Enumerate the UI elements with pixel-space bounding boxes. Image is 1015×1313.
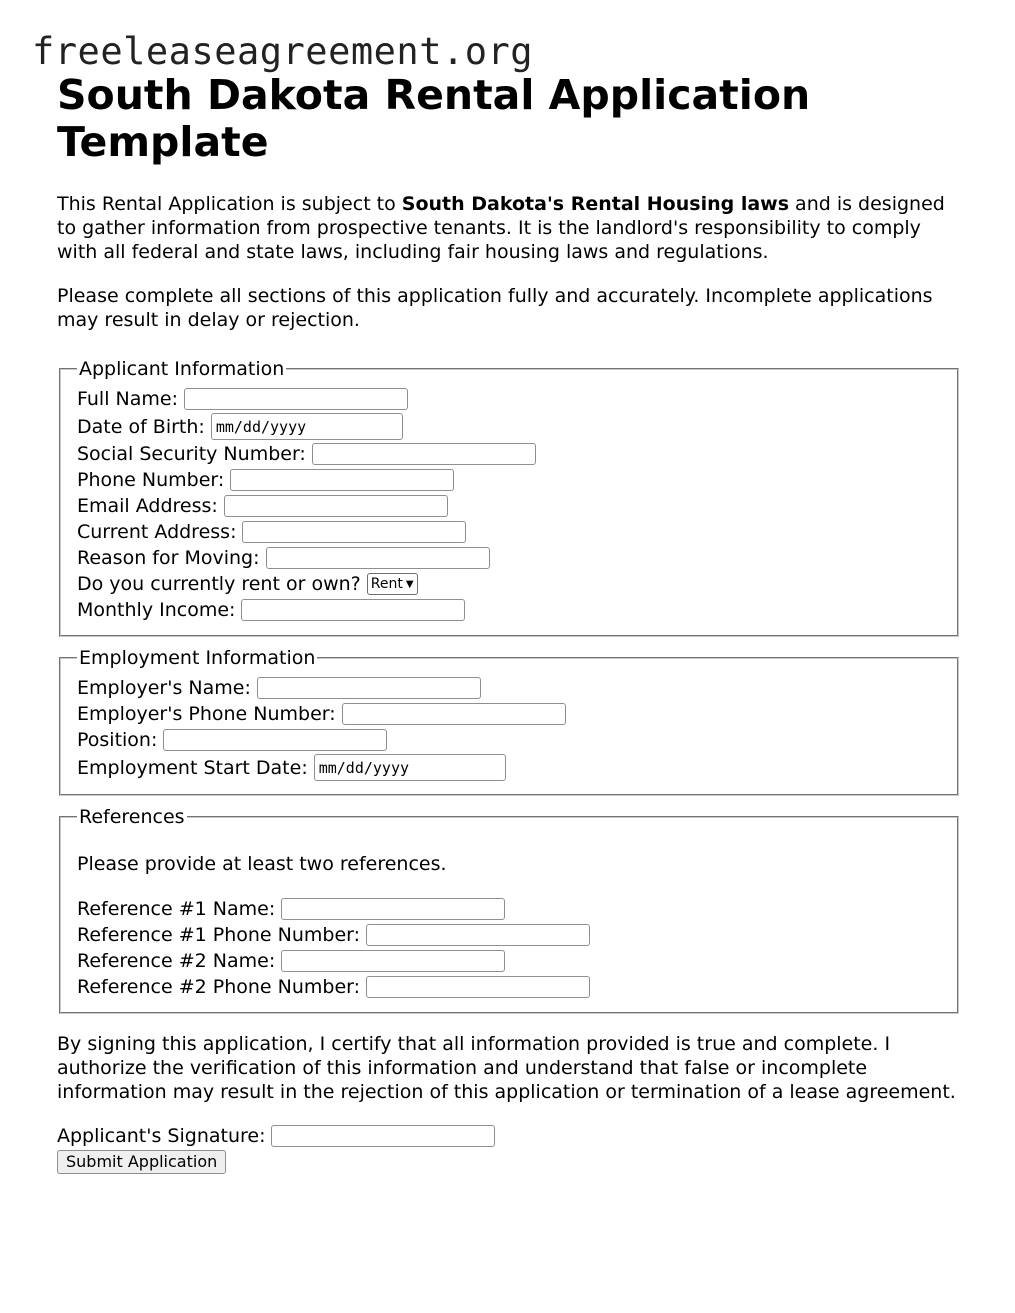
phone-row [77,467,941,493]
employment-information-section [59,647,959,796]
intro-text-end: and is designed to gather information from prospective tenants. It is the landlord's responsibility to comply with all federal and state laws, including fair housing laws and regulations. [57,193,945,263]
ref1-phone-input[interactable] [366,924,590,946]
reason-label: Reason for Moving: [77,547,260,569]
employer-phone-input[interactable] [342,703,566,725]
ref1-phone-row [77,922,941,948]
laws-reference: South Dakota's Rental Housing laws [401,193,790,215]
employer-phone-label: Employer's Phone Number: [77,703,336,725]
applicant-information-legend: Applicant Information [79,358,285,380]
intro-text-start: This Rental Application is subject to [57,193,402,215]
reason-input[interactable] [266,547,490,569]
ref2-phone-input[interactable] [366,976,590,998]
rent-own-select[interactable] [367,573,418,595]
income-label: Monthly Income: [77,599,236,621]
employer-name-row [77,675,941,701]
ssn-label: Social Security Number: [77,443,306,465]
income-input[interactable] [241,599,465,621]
email-row [77,493,941,519]
chevron-down-icon: ▼ [405,578,414,590]
ref2-name-row [77,948,941,974]
rent-own-label: Do you currently rent or own? [77,573,361,595]
references-section [59,806,959,1014]
ref1-name-label: Reference #1 Name: [77,898,276,920]
ssn-input[interactable] [312,443,536,465]
ref2-phone-label: Reference #2 Phone Number: [77,976,361,998]
rent-own-row [77,571,941,597]
intro-paragraph [57,192,962,264]
employer-name-input[interactable] [257,677,481,699]
full-name-input[interactable] [184,388,408,410]
email-label: Email Address: [77,495,218,517]
ref1-name-input[interactable] [281,898,505,920]
start-date-row [77,753,941,782]
ssn-row [77,441,941,467]
current-address-label: Current Address: [77,521,237,543]
position-label: Position: [77,729,158,751]
certification-paragraph: By signing this application, I certify that all information provided is true and complete. I authorize the verification of this information and understand that false or incomplete information may result in the rejection of this application or termination of a lease agreement. [57,1033,956,1103]
ref2-phone-row [77,974,941,1000]
signature-input[interactable] [271,1125,495,1147]
employment-information-legend: Employment Information [79,647,316,669]
reason-row [77,545,941,571]
current-address-row [77,519,941,545]
phone-input[interactable] [230,469,454,491]
references-note: Please provide at least two references. [77,853,447,875]
references-legend: References [79,806,185,828]
start-date-input[interactable]: mm/dd/yyyy [314,754,506,781]
ref2-name-label: Reference #2 Name: [77,950,276,972]
site-name: freeleaseagreement.org [32,30,534,73]
ref2-name-input[interactable] [281,950,505,972]
employer-phone-row [77,701,941,727]
signature-label: Applicant's Signature: [57,1125,266,1147]
employer-name-label: Employer's Name: [77,677,251,699]
position-row [77,727,941,753]
full-name-row [77,386,941,412]
dob-label: Date of Birth: [77,415,205,438]
signature-row [57,1123,962,1149]
start-date-label: Employment Start Date: [77,756,308,779]
income-row [77,597,941,623]
ref1-phone-label: Reference #1 Phone Number: [77,924,361,946]
page-content [57,72,962,1174]
dob-input[interactable]: mm/dd/yyyy [211,413,403,440]
full-name-label: Full Name: [77,388,178,410]
email-input[interactable] [224,495,448,517]
dob-row [77,412,941,441]
ref1-name-row [77,896,941,922]
submit-application-button[interactable]: Submit Application [57,1150,226,1174]
position-input[interactable] [163,729,387,751]
phone-label: Phone Number: [77,469,225,491]
current-address-input[interactable] [242,521,466,543]
instructions-paragraph: Please complete all sections of this application fully and accurately. Incomplete applications may result in delay or rejection. [57,285,933,331]
applicant-information-section [59,358,959,637]
rent-own-value: Rent [370,576,403,592]
page-title: South Dakota Rental Application Template [57,71,811,166]
